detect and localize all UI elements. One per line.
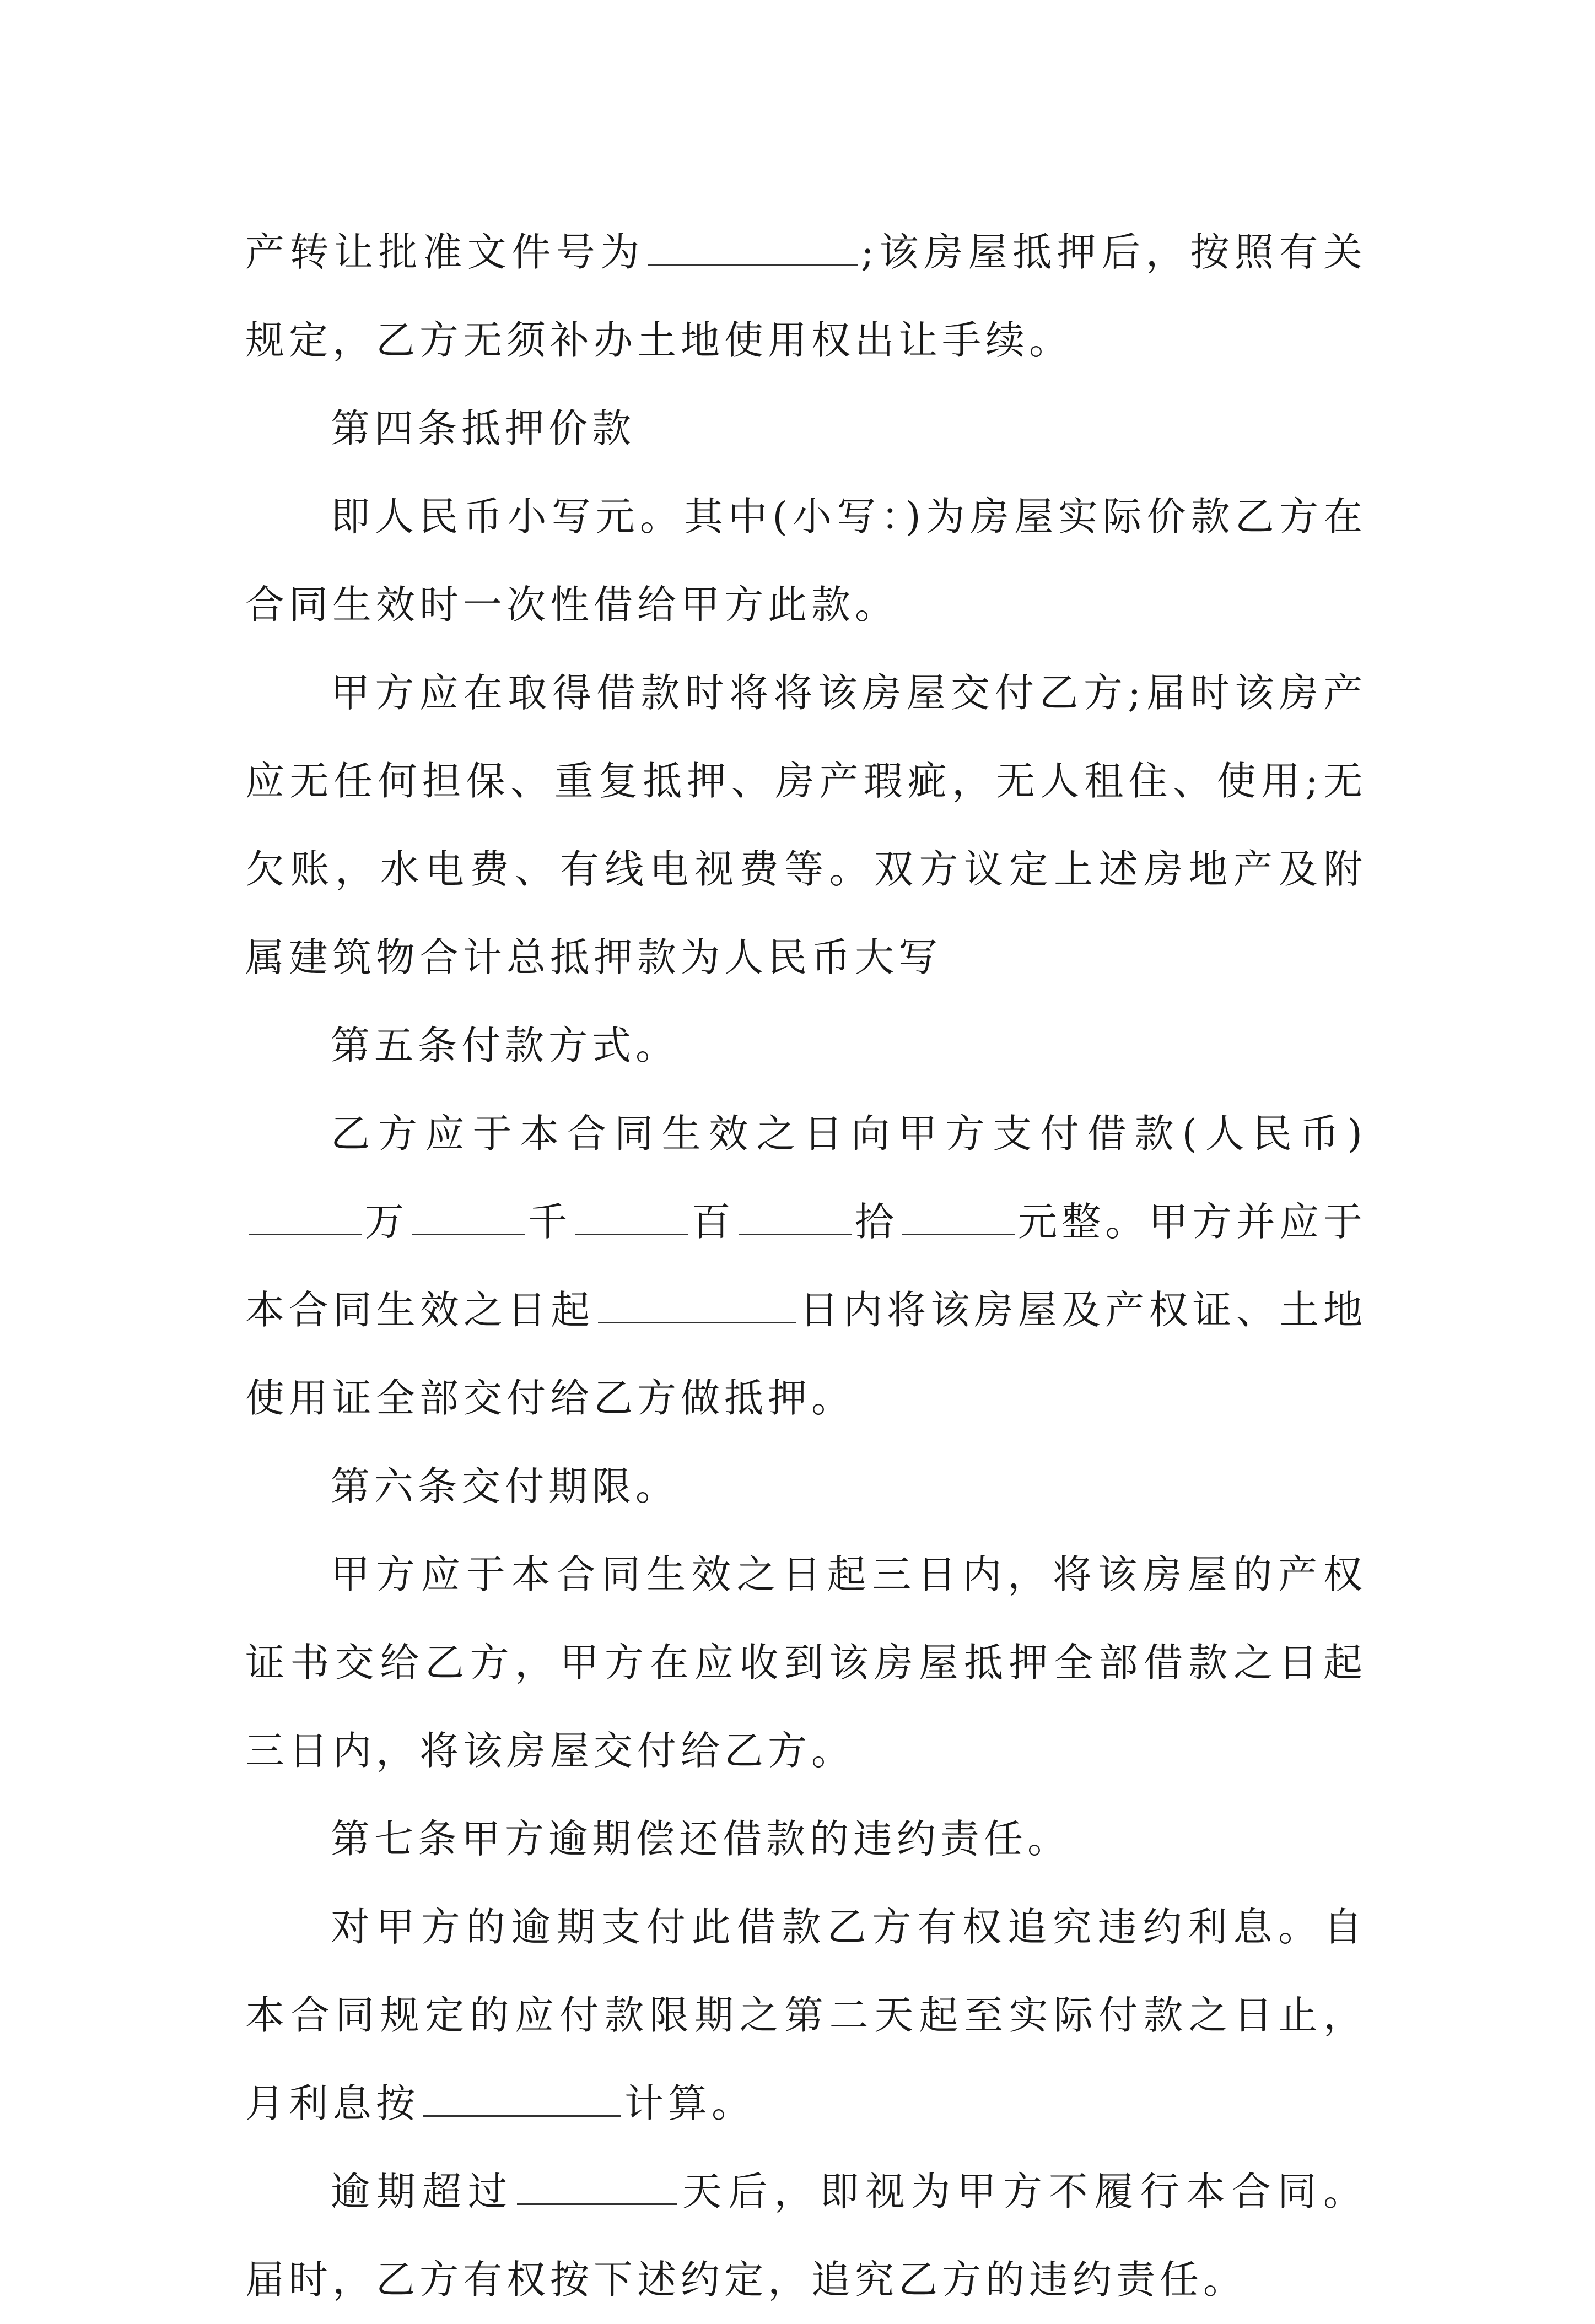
- unit-qian: 千: [528, 1199, 572, 1245]
- article-5-text-start: 乙方应于本合同生效之日向甲方支付借款(人民币): [331, 1111, 1367, 1156]
- paragraph-approval-number: [245, 208, 1367, 385]
- article-5-text-end: 日内将该房屋及产权证、土地使用证全部交付给乙方做抵押。: [245, 1287, 1367, 1421]
- unit-wan: 万: [365, 1199, 409, 1245]
- amount-bai-blank: [575, 1199, 688, 1235]
- article-7-text-start: 对甲方的逾期支付此借款乙方有权追究违约利息。自本合同规定的应付款限期之第二天起至实际付款之日止，月利息按: [245, 1904, 1367, 2126]
- article-7-paragraph-1: [245, 1883, 1367, 2148]
- amount-shi-blank: [739, 1199, 852, 1235]
- article-4-title: 第四条抵押价款: [331, 406, 636, 451]
- article-4-paragraph-1: 即人民币小写元。其中(小写：)为房屋实际价款乙方在合同生效时一次性借给甲方此款。: [245, 494, 1367, 628]
- approval-text-start: 产转让批准文件号为: [245, 229, 645, 275]
- interest-rate-blank: [423, 2081, 621, 2117]
- document-body: [245, 208, 1367, 2324]
- overdue-text-end: 天后，即视为甲方不履行本合同。届时，乙方有权按下述约定，追究乙方的违约责任。: [245, 2169, 1367, 2303]
- amount-yuan-blank: [902, 1199, 1015, 1235]
- article-7-text-end: 计算。: [624, 2080, 756, 2126]
- unit-bai: 百: [691, 1199, 735, 1245]
- amount-wan-blank: [249, 1199, 362, 1235]
- article-6-title: 第六条交付期限。: [331, 1463, 680, 1509]
- article-7-title: 第七条甲方逾期偿还借款的违约责任。: [331, 1816, 1071, 1862]
- article-7-paragraph-2: [245, 2148, 1367, 2324]
- article-5-title: 第五条付款方式。: [331, 1023, 680, 1068]
- article-6-paragraph: 甲方应于本合同生效之日起三日内，将该房屋的产权证书交给乙方，甲方在应收到该房屋抵押全部借款之日起三日内，将该房屋交付给乙方。: [245, 1552, 1367, 1774]
- days-blank: [598, 1288, 796, 1323]
- overdue-days-blank: [517, 2169, 677, 2205]
- article-5-paragraph: [245, 1090, 1367, 1442]
- article-5-text-middle: 元整。甲方并应于本合同生效之日起: [245, 1199, 1367, 1333]
- unit-shi: 拾: [854, 1199, 898, 1245]
- article-4-paragraph-2: 甲方应在取得借款时将将该房屋交付乙方;届时该房产应无任何担保、重复抵押、房产瑕疵，无人租住、使用;无欠账，水电费、有线电视费等。双方议定上述房地产及附属建筑物合计总抵押款为人民币大写: [245, 670, 1367, 980]
- approval-number-blank: [648, 230, 858, 266]
- overdue-text-start: 逾期超过: [331, 2169, 514, 2214]
- approval-text-end: ;该房屋抵押后，按照有关规定，乙方无须补办土地使用权出让手续。: [245, 229, 1367, 363]
- amount-qian-blank: [412, 1199, 525, 1235]
